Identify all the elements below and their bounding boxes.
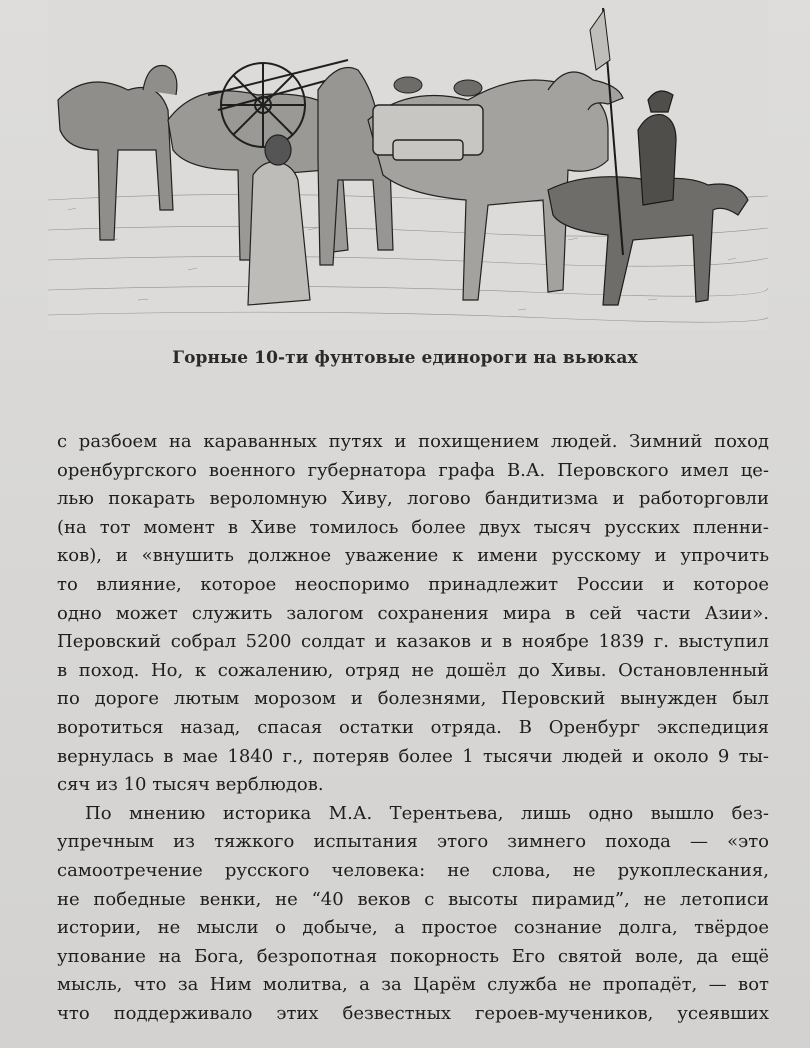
text-line: мысль, что за Ним молитва, а за Царём служба не пропадёт, — вот bbox=[57, 974, 769, 996]
text-line: лью покарать вероломную Хиву, логово бандитизма и работорговли bbox=[57, 488, 769, 510]
text-line: сяч из 10 тысяч верблюдов. bbox=[57, 774, 324, 796]
text-line: что поддерживало этих безвестных героев-мучеников, усеявших bbox=[57, 1002, 769, 1024]
text-line: в поход. Но, к сожалению, отряд не дошёл до Хивы. Остановленный bbox=[57, 659, 769, 681]
text-line: вернулась в мае 1840 г., потеряв более 1 тысячи людей и около 9 ты- bbox=[57, 745, 769, 767]
illustration-caption: Горные 10-ти фунтовые единороги на вьюках bbox=[172, 348, 638, 368]
text-line: самоотречение русского человека: не слова, не рукоплескания, bbox=[57, 859, 769, 881]
text-line: ков), и «внушить должное уважение к имени русскому и упрочить bbox=[57, 545, 769, 567]
body-text bbox=[57, 428, 769, 1028]
text-line: не победные венки, не “40 веков с высоты пирамид”, не летописи bbox=[57, 888, 769, 910]
caravan-engraving-image bbox=[48, 0, 768, 330]
text-line: с разбоем на караванных путях и похищением людей. Зимний поход bbox=[57, 431, 769, 452]
text-line: по дороге лютым морозом и болезнями, Перовский вынужден был bbox=[57, 688, 769, 710]
text-line: оренбургского военного губернатора графа В.А. Перовского имел це- bbox=[57, 459, 769, 481]
text-line: По мнению историка М.А. Терентьева, лишь одно вышло без- bbox=[85, 802, 769, 824]
text-line: упование на Бога, безропотная покорность Его святой воле, да ещё bbox=[57, 945, 769, 967]
text-line: Перовский собрал 5200 солдат и казаков и в ноябре 1839 г. выступил bbox=[57, 631, 769, 653]
text-line: то влияние, которое неоспоримо принадлежит России и которое bbox=[57, 573, 769, 595]
text-line: истории, не мысли о добыче, а простое сознание долга, твёрдое bbox=[57, 917, 769, 939]
paragraph-2 bbox=[57, 800, 769, 1029]
text-line: упречным из тяжкого испытания этого зимнего похода — «это bbox=[57, 831, 769, 853]
paragraph-1 bbox=[57, 428, 769, 800]
text-line: (на тот момент в Хиве томилось более двух тысяч русских пленни- bbox=[57, 516, 769, 538]
text-line: воротиться назад, спасая остатки отряда. В Оренбург экспедиция bbox=[57, 716, 769, 738]
text-line: одно может служить залогом сохранения мира в сей части Азии». bbox=[57, 602, 769, 624]
